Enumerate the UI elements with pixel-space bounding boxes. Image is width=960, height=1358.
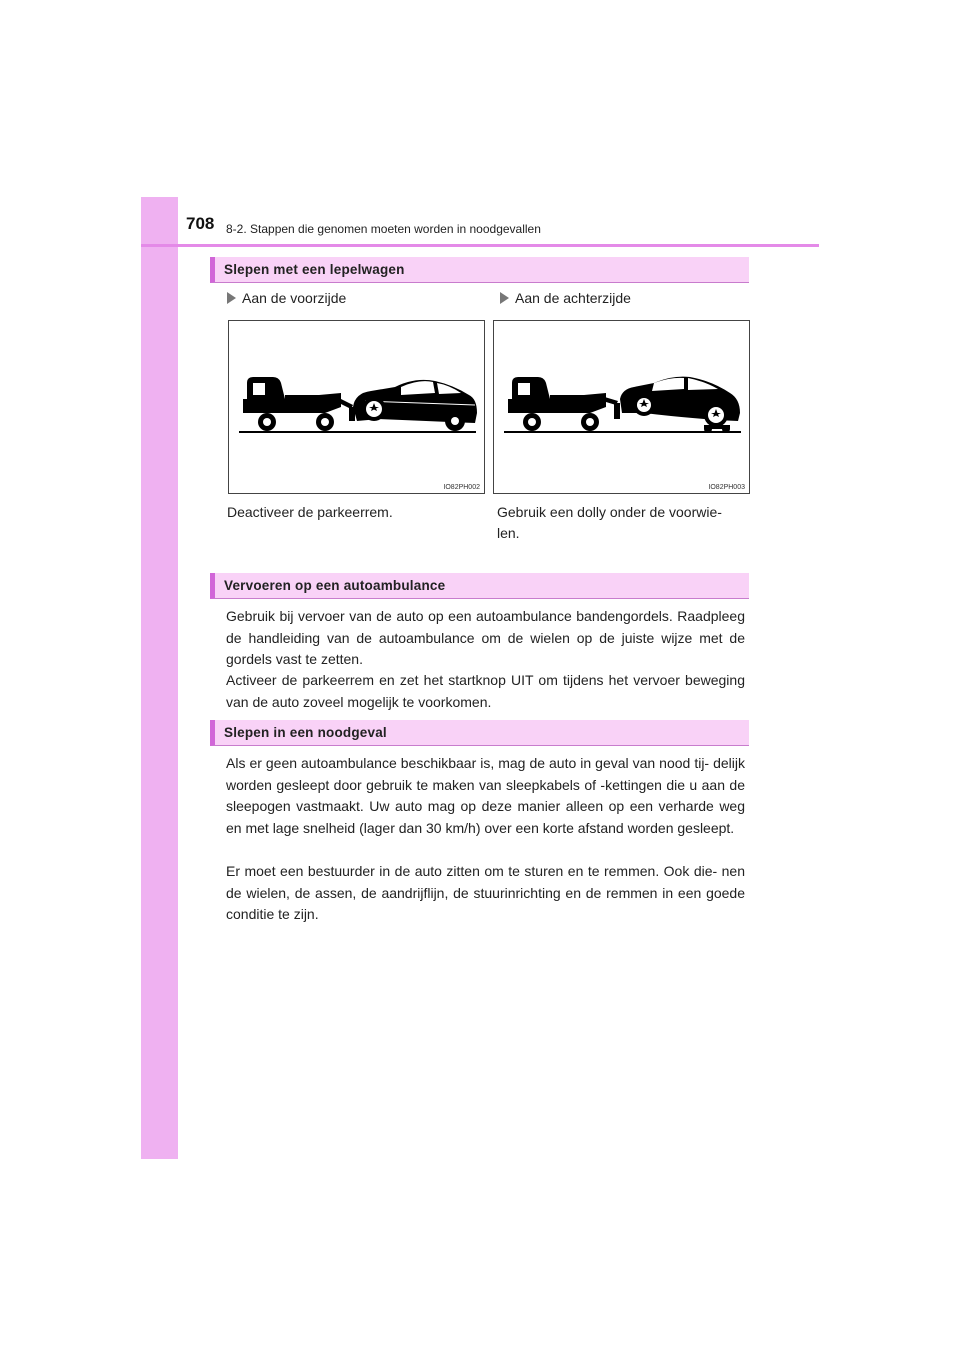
- paragraph-emergency-1: Als er geen autoambulance beschikbaar is, mag de auto in geval van nood tij- delijk worden gesleept door gebruik te maken van sleepkabels of -kettingen die u aan de sleepogen vastmaakt. Uw auto mag op deze manier alleen op een verharde weg en met lage snelheid (lager dan 30 km/h) over een korte afstand worden gesleept.: [226, 755, 745, 836]
- header-divider: [141, 244, 819, 247]
- paragraph-flatbed-2: Activeer de parkeerrem en zet het startknop UIT om tijdens het vervoer beweging van de auto zoveel mogelijk te voorkomen.: [226, 672, 745, 710]
- side-tab-strip: [141, 197, 178, 1159]
- page-number: 708: [186, 214, 215, 233]
- paragraph-emergency-2: Er moet een bestuurder in de auto zitten om te sturen en te remmen. Ook die- nen de wielen, de assen, de aandrijflijn, de stuurinrichting en de remmen in een goede conditie te zijn.: [226, 863, 745, 922]
- tow-truck-front-lift-illustration: [229, 321, 484, 493]
- figure-code: IO82PH002: [443, 484, 480, 491]
- triangle-right-icon: [500, 292, 509, 304]
- section-heading-towing-truck: [210, 257, 749, 283]
- caption-front: Deactiveer de parkeerrem.: [227, 504, 393, 520]
- caption-rear: Gebruik een dolly onder de voorwie- len.: [497, 504, 722, 541]
- section-title: Slepen met een lepelwagen: [224, 262, 405, 277]
- section-heading-flatbed: [210, 573, 749, 599]
- paragraph-flatbed-1: Gebruik bij vervoer van de auto op een autoambulance bandengordels. Raadpleeg de handleiding van de autoambulance om de wielen op de juiste wijze met de gordels vast te zetten.: [226, 608, 745, 667]
- section-heading-emergency: [210, 720, 749, 746]
- figure-code: IO82PH003: [708, 484, 745, 491]
- chapter-title: 8-2. Stappen die genomen moeten worden in noodgevallen: [226, 222, 541, 236]
- section-title: Vervoeren op een autoambulance: [224, 578, 446, 593]
- section-title: Slepen in een noodgeval: [224, 725, 387, 740]
- triangle-right-icon: [227, 292, 236, 304]
- label-rear-tow: Aan de achterzijde: [500, 290, 631, 306]
- tow-truck-rear-lift-dolly-illustration: [494, 321, 749, 493]
- figure-rear-tow: [493, 320, 750, 494]
- figure-front-tow: [228, 320, 485, 494]
- label-front-tow: Aan de voorzijde: [227, 290, 346, 306]
